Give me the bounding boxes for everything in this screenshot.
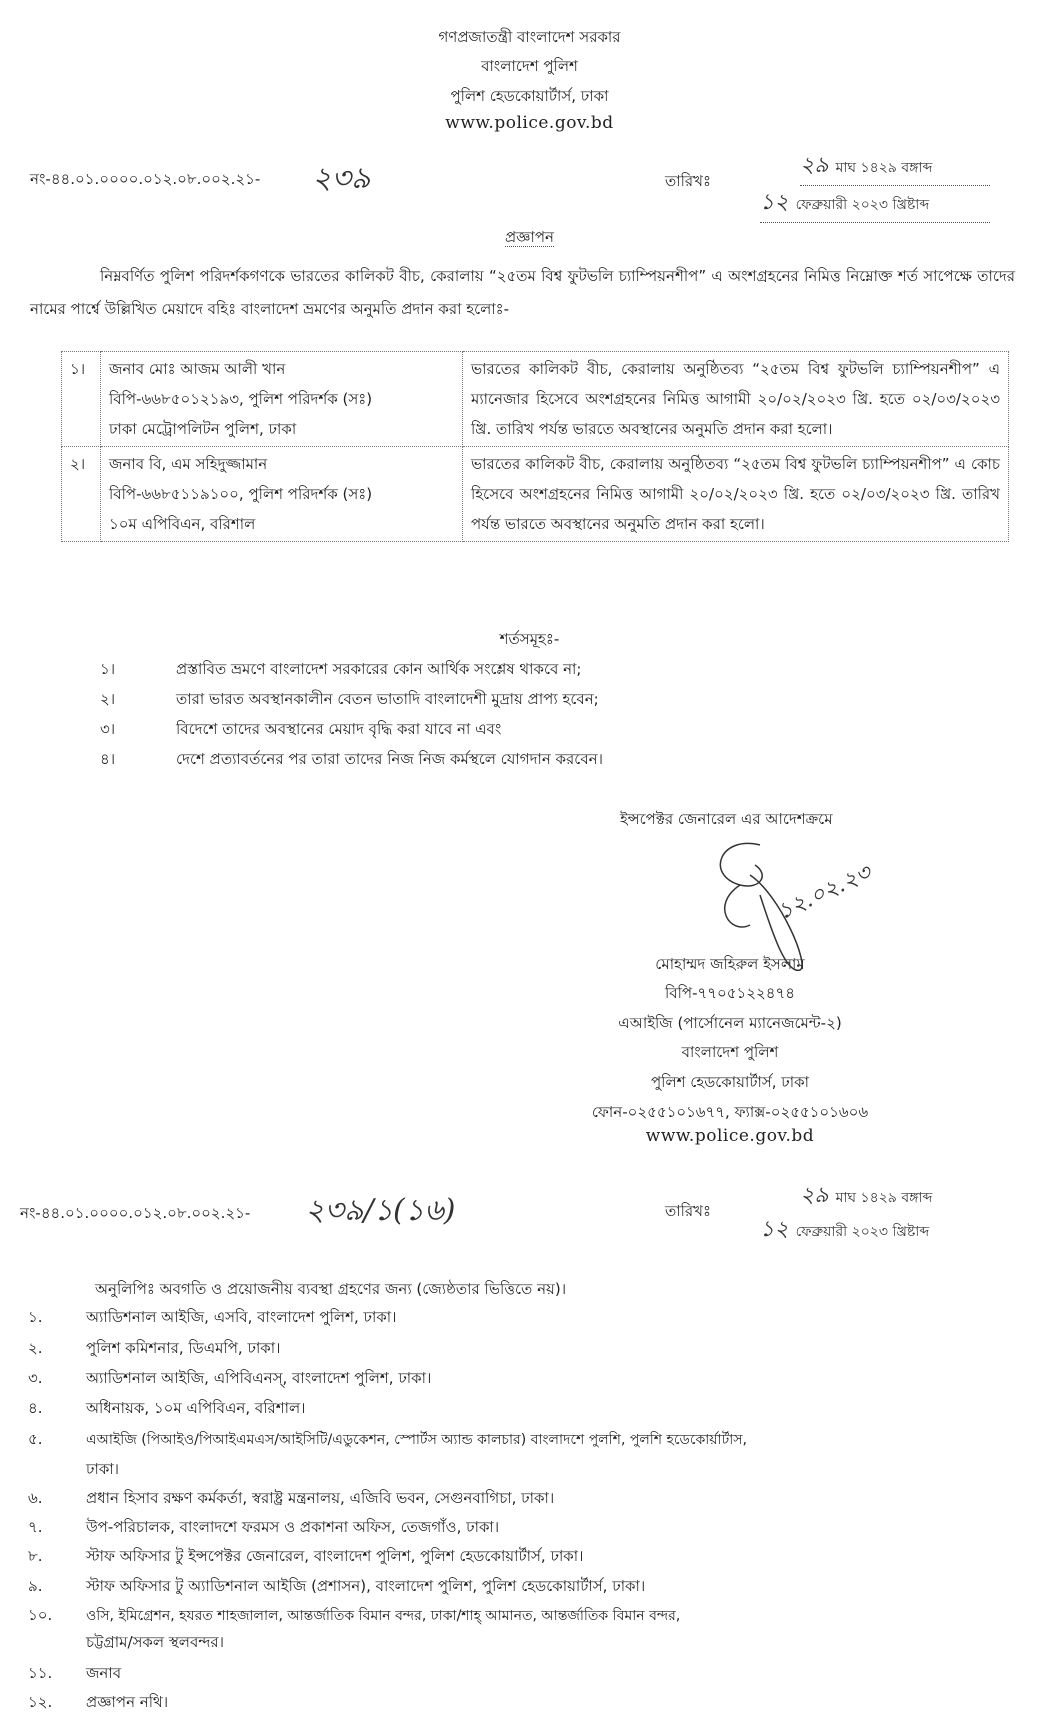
officer-bp: বিপি-৬৬৮৫০১২১৯৩, পুলিশ পরিদর্শক (সঃ) — [109, 390, 373, 408]
cc-number: ৫. — [28, 1430, 43, 1448]
signatory-office: পুলিশ হেডকোয়ার্টার্স, ঢাকা — [650, 1073, 809, 1091]
cc-item: অধিনায়ক, ১০ম এপিবিএন, বরিশাল। — [86, 1399, 306, 1417]
copy-date-bn: ২৯ মাঘ ১৪২৯ বঙ্গাব্দ — [800, 1183, 933, 1208]
conditions-title: শর্তসমূহঃ- — [499, 630, 560, 648]
cc-item: পুলিশ কমিশনার, ডিএমপি, ঢাকা। — [86, 1339, 281, 1357]
date-en: ১২ ফেব্রুয়ারী ২০২৩ খ্রিষ্টাব্দ — [760, 185, 990, 223]
ref-handwritten-number: ২৩৯ — [312, 161, 371, 196]
copy-ref-number: নং-৪৪.০১.০০০০.০১২.০৮.০০২.২১- — [20, 1204, 251, 1222]
permission-details: ভারতের কালিকট বীচ, কেরালায় অনুষ্ঠিতব্য “২৫তম বিশ্ব ফুটভলি চ্যাম্পিয়নশীপ” এ ম্যানেজার হিসেবে অংশগ্রহনের নিমিত্ত আগামী ২০/০২/২০২৩ খ্রি. হতে ০২/০৩/২০২৩ খ্রি. তারিখ পর্যন্ত ভারতে অবস্থানের অনুমতি প্রদান করা হলো। — [463, 352, 1009, 447]
copy-ref-handwritten: ২৩৯/১(১৬) — [305, 1193, 456, 1228]
cc-item: এআইজি (পিআইও/পিআইএমএস/আইসিটি/এডুকেশন, স্পোর্টস অ্যান্ড কালচার) বাংলাদশে পুলশি, পুলশি হডেকোর্য়ার্টাস, — [86, 1432, 747, 1448]
condition-number: ১। — [100, 660, 116, 678]
cc-item: প্রধান হিসাব রক্ষণ কর্মকর্তা, স্বরাষ্ট্র মন্ত্রনালয়, এজিবি ভবন, সেগুনবাগিচা, ঢাকা। — [86, 1489, 555, 1507]
cc-intro: অনুলিপিঃ অবগতি ও প্রয়োজনীয় ব্যবস্থা গ্রহণের জন্য (জ্যেষ্ঠতার ভিত্তিতে নয়)। — [95, 1280, 567, 1298]
cc-number: ১০. — [28, 1606, 53, 1624]
cc-number: ৬. — [28, 1489, 43, 1507]
cc-number: ৮. — [28, 1547, 43, 1565]
date-label: তারিখঃ — [665, 172, 711, 190]
cc-item: উপ-পরিচালক, বাংলাদশে ফরমস ও প্রকাশনা অফিস, তেজগাঁও, ঢাকা। — [86, 1518, 500, 1536]
cc-item: জনাব — [86, 1664, 122, 1682]
cc-number: ২. — [28, 1339, 43, 1357]
condition-number: ২। — [100, 690, 116, 708]
cc-number: ১. — [28, 1308, 43, 1326]
copy-date-en: ১২ ফেব্রুয়ারী ২০২৩ খ্রিষ্টাব্দ — [760, 1217, 930, 1242]
cc-number: ৭. — [28, 1518, 43, 1536]
website-link[interactable]: www.police.gov.bd — [445, 113, 614, 133]
table-row — [62, 352, 1009, 447]
cc-number: ৩. — [28, 1369, 43, 1387]
officer-name: জনাব বি, এম সহিদুজ্জামান — [109, 455, 268, 473]
cc-item: অ্যাডিশনাল আইজি, এপিবিএনস্, বাংলাদেশ পুলিশ, ঢাকা। — [86, 1369, 432, 1387]
officer-unit: ১০ম এপিবিএন, বরিশাল — [109, 515, 256, 533]
ref-number: নং-৪৪.০১.০০০০.০১২.০৮.০০২.২১- — [30, 170, 261, 188]
cc-item: স্টাফ অফিসার টু অ্যাডিশনাল আইজি (প্রশাসন), বাংলাদেশ পুলিশ, পুলিশ হেডকোয়ার্টার্স, ঢাকা। — [86, 1577, 646, 1595]
officer-table — [61, 351, 1009, 542]
officer-name: জনাব মোঃ আজম আলী খান — [109, 360, 286, 378]
office-name: পুলিশ হেডকোয়ার্টার্স, ঢাকা — [450, 87, 609, 105]
cc-item: প্রজ্ঞাপন নথি। — [86, 1693, 169, 1711]
condition-text: তারা ভারত অবস্থানকালীন বেতন ভাতাদি বাংলাদেশী মুদ্রায় প্রাপ্য হবেন; — [176, 690, 599, 708]
signatory-website[interactable]: www.police.gov.bd — [645, 1126, 815, 1146]
notice-title-text: প্রজ্ঞাপন — [504, 228, 555, 246]
officer-info — [101, 447, 463, 542]
order-line: ইন্সপেক্টর জেনারেল এর আদেশক্রমে — [620, 810, 833, 828]
notice-title — [0, 226, 1059, 251]
cc-item: স্টাফ অফিসার টু ইন্সপেক্টর জেনারেল, বাংলাদেশ পুলিশ, পুলিশ হেডকোয়ার্টার্স, ঢাকা। — [86, 1547, 584, 1565]
row-number: ১। — [62, 352, 101, 447]
permission-details: ভারতের কালিকট বীচ, কেরালায় অনুষ্ঠিতব্য “২৫তম বিশ্ব ফুটভলি চ্যাম্পিয়নশীপ” এ কোচ হিসেবে অংশগ্রহনের নিমিত্ত আগামী ২০/০২/২০২৩ খ্রি. হতে ০২/০৩/২০২৩ খ্রি. তারিখ পর্যন্ত ভারতে অবস্থানের অনুমতি প্রদান করা হলো। — [463, 447, 1009, 542]
cc-number: ৯. — [28, 1577, 43, 1595]
govt-name: গণপ্রজাতন্ত্রী বাংলাদেশ সরকার — [438, 28, 621, 46]
row-number: ২। — [62, 447, 101, 542]
condition-text: দেশে প্রত্যাবর্তনের পর তারা তাদের নিজ নিজ কর্মস্থলে যোগদান করবেন। — [176, 750, 603, 768]
officer-bp: বিপি-৬৬৮৫১১৯১০০, পুলিশ পরিদর্শক (সঃ) — [109, 485, 373, 503]
signatory-org: বাংলাদেশ পুলিশ — [681, 1043, 779, 1061]
officer-info — [101, 352, 463, 447]
officer-unit: ঢাকা মেট্রোপলিটন পুলিশ, ঢাকা — [109, 420, 297, 438]
signatory-contact: ফোন-০২৫৫১০১৬৭৭, ফ্যাক্স-০২৫৫১০১৬০৬ — [591, 1103, 869, 1121]
date-bn: ২৯ মাঘ ১৪২৯ বঙ্গাব্দ — [800, 148, 990, 186]
signature-date: ১২.০২.২৩ — [773, 860, 875, 926]
signatory-name: মোহাম্মদ জহিরুল ইসলাম — [655, 955, 805, 973]
cc-item: ওসি, ইমিগ্রেশন, হযরত শাহজালাল, আন্তর্জাতিক বিমান বন্দর, ঢাকা/শাহ্‌ আমানত, আন্তর্জাতিক বিমান বন্দর, — [86, 1608, 681, 1624]
signatory-bp: বিপি-৭৭০৫১২২৪৭৪ — [665, 984, 795, 1002]
cc-number: ১১. — [28, 1664, 53, 1682]
condition-text: বিদেশে তাদের অবস্থানের মেয়াদ বৃদ্ধি করা যাবে না এবং — [176, 720, 502, 738]
intro-paragraph: নিম্নবর্ণিত পুলিশ পরিদর্শকগণকে ভারতের কালিকট বীচ, কেরালায় “২৫তম বিশ্ব ফুটভলি চ্যাম্পিয়নশীপ” এ অংশগ্রহনের নিমিত্ত নিম্নোক্ত শর্ত সাপেক্ষে তাদের নামের পার্শ্বে উল্লিখিত মেয়াদে বহিঃ বাংলাদেশ ভ্রমণের অনুমতি প্রদান করা হলোঃ- — [30, 267, 1015, 318]
cc-item: অ্যাডিশনাল আইজি, এসবি, বাংলাদেশ পুলিশ, ঢাকা। — [86, 1308, 397, 1326]
copy-date-label: তারিখঃ — [665, 1202, 711, 1220]
cc-item-continued: চট্টগ্রাম/সকল স্থলবন্দর। — [86, 1633, 224, 1651]
cc-item-continued: ঢাকা। — [86, 1460, 120, 1478]
condition-number: ৩। — [100, 720, 116, 738]
org-name: বাংলাদেশ পুলিশ — [481, 57, 578, 75]
cc-number: ৪. — [28, 1399, 43, 1417]
table-row — [62, 447, 1009, 542]
condition-number: ৪। — [100, 750, 116, 768]
condition-text: প্রস্তাবিত ভ্রমণে বাংলাদেশ সরকারের কোন আর্থিক সংশ্লেষ থাকবে না; — [176, 660, 582, 678]
cc-number: ১২. — [28, 1693, 53, 1711]
signatory-designation: এআইজি (পার্সোনেল ম্যানেজমেন্ট-২) — [618, 1014, 842, 1032]
